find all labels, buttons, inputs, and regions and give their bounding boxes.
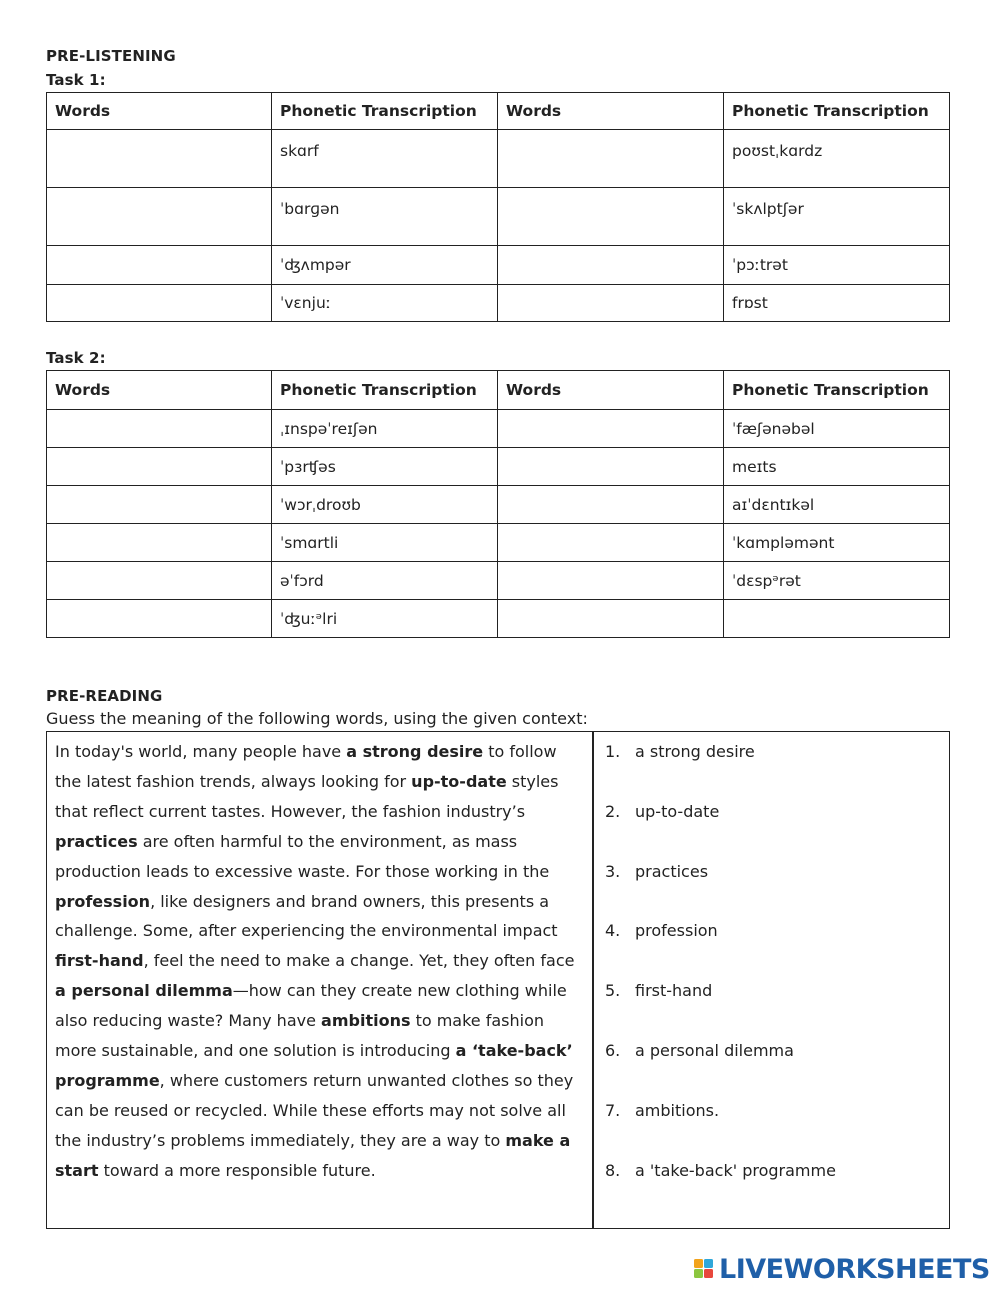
passage-text: —how can they create new clothing while also reducing waste? Many have — [55, 981, 567, 1031]
table-row — [47, 410, 950, 448]
phonetic-cell: ˈvɛnjuː — [272, 285, 498, 322]
word-answer-cell[interactable] — [498, 130, 724, 188]
passage-text: toward a more responsible future. — [98, 1160, 376, 1180]
column-divider — [592, 732, 594, 1228]
vocab-term: a personal dilemma — [635, 1040, 794, 1060]
word-answer-cell[interactable] — [498, 246, 724, 285]
vocab-term: practices — [635, 861, 709, 881]
word-answer-cell[interactable] — [47, 130, 272, 188]
item-number: 1. — [605, 742, 621, 761]
word-answer-cell[interactable] — [498, 188, 724, 246]
phonetic-cell: ˈbɑrɡən — [272, 188, 498, 246]
word-answer-cell[interactable] — [47, 600, 272, 638]
phonetic-cell: poʊstˌkɑrdz — [724, 130, 950, 188]
phonetic-cell: ˈskʌlptʃər — [724, 188, 950, 246]
phonetic-cell: ˈkɑmpləmənt — [724, 524, 950, 562]
vocab-term: first-hand — [635, 981, 713, 1001]
reading-box — [46, 731, 950, 1229]
logo-text: LIVEWORKSHEETS — [719, 1253, 990, 1285]
table-row — [47, 188, 950, 246]
column-header: Words — [47, 93, 272, 130]
phonetic-cell: meɪts — [724, 448, 950, 486]
word-answer-cell[interactable] — [47, 188, 272, 246]
word-answer-cell[interactable] — [498, 524, 724, 562]
key-term: a personal dilemma — [55, 981, 233, 1001]
column-header: Phonetic Transcription — [724, 371, 950, 410]
pre-listening-heading: PRE-LISTENING — [46, 47, 176, 65]
list-item — [605, 857, 935, 917]
phonetic-cell: ˈwɔrˌdroʊb — [272, 486, 498, 524]
key-term: up-to-date — [411, 771, 507, 791]
passage-text: to follow the latest fashion trends, always looking for — [55, 742, 557, 791]
task2-label: Task 2: — [46, 349, 106, 367]
list-item — [605, 1156, 935, 1216]
item-number: 8. — [605, 1160, 621, 1180]
word-answer-cell[interactable] — [498, 562, 724, 600]
item-number: 4. — [605, 921, 621, 941]
column-header: Words — [47, 371, 272, 410]
passage-text: are often harmful to the environment, as mass production leads to excessive waste. For those working in the — [55, 831, 550, 881]
list-item — [605, 737, 935, 797]
table-row — [47, 285, 950, 322]
column-header: Phonetic Transcription — [724, 93, 950, 130]
item-number: 2. — [605, 801, 621, 821]
passage-text: , like designers and brand owners, this presents a challenge. Some, after experiencing the environmental impact — [55, 891, 558, 941]
passage-text: styles that reflect current tastes. However, the fashion industry’s — [55, 771, 559, 821]
word-answer-cell[interactable] — [47, 410, 272, 448]
item-number: 7. — [605, 1100, 621, 1120]
phonetic-cell: ˈpɔːtrət — [724, 246, 950, 285]
key-term: a strong desire — [346, 742, 484, 761]
phonetic-cell: ˈʤuːᵊlri — [272, 600, 498, 638]
task1-label: Task 1: — [46, 71, 106, 89]
task2-header-row — [47, 371, 950, 410]
passage-text: , where customers return unwanted clothes so they can be reused or recycled. While these efforts may not solve all the industry’s problems immediately, they are a way to — [55, 1070, 574, 1150]
key-term: first-hand — [55, 951, 144, 971]
vocab-term: a strong desire — [635, 742, 755, 761]
vocabulary-list — [605, 737, 935, 1215]
passage-text: In today's world, many people have — [55, 742, 347, 761]
key-term: a ‘take-back’ programme — [55, 1041, 573, 1090]
key-term: practices — [55, 831, 138, 851]
phonetic-cell: frɒst — [724, 285, 950, 322]
word-answer-cell[interactable] — [47, 448, 272, 486]
phonetic-cell: ˈʤʌmpər — [272, 246, 498, 285]
column-header: Words — [498, 93, 724, 130]
word-answer-cell[interactable] — [498, 448, 724, 486]
item-number: 3. — [605, 861, 621, 881]
list-item — [605, 916, 935, 976]
task1-header-row — [47, 93, 950, 130]
table-row — [47, 246, 950, 285]
word-answer-cell[interactable] — [47, 246, 272, 285]
word-answer-cell[interactable] — [498, 486, 724, 524]
key-term: profession — [55, 891, 151, 911]
passage-text: to make fashion more sustainable, and one solution is introducing — [55, 1011, 545, 1061]
phonetic-cell: ˌɪnspəˈreɪʃən — [272, 410, 498, 448]
phonetic-cell: ˈdɛspᵊrət — [724, 562, 950, 600]
pre-reading-instruction: Guess the meaning of the following words, using the given context: — [46, 709, 588, 728]
word-answer-cell[interactable] — [498, 410, 724, 448]
table-row — [47, 524, 950, 562]
word-answer-cell[interactable] — [498, 600, 724, 638]
table-row — [47, 600, 950, 638]
task1-table — [46, 92, 950, 322]
word-answer-cell[interactable] — [47, 524, 272, 562]
phonetic-cell: ˈsmɑrtli — [272, 524, 498, 562]
vocab-term: a 'take-back' programme — [635, 1160, 836, 1180]
passage-text: , feel the need to make a change. Yet, they often face — [143, 951, 575, 971]
list-item — [605, 1096, 935, 1156]
column-header: Phonetic Transcription — [272, 371, 498, 410]
table-row — [47, 486, 950, 524]
phonetic-cell: ˈpɜrʧəs — [272, 448, 498, 486]
word-answer-cell[interactable] — [47, 562, 272, 600]
vocab-term: ambitions. — [635, 1100, 720, 1120]
item-number: 5. — [605, 981, 621, 1001]
liveworksheets-logo[interactable] — [693, 1252, 990, 1286]
item-number: 6. — [605, 1040, 621, 1060]
phonetic-cell: əˈfɔrd — [272, 562, 498, 600]
column-header: Phonetic Transcription — [272, 93, 498, 130]
phonetic-cell — [724, 600, 950, 638]
table-row — [47, 562, 950, 600]
key-term: make a start — [55, 1130, 571, 1180]
list-item — [605, 1036, 935, 1096]
list-item — [605, 976, 935, 1036]
key-term: ambitions — [321, 1011, 411, 1031]
word-answer-cell[interactable] — [498, 285, 724, 322]
reading-passage — [55, 737, 585, 1186]
table-row — [47, 130, 950, 188]
phonetic-cell: skɑrf — [272, 130, 498, 188]
vocab-term: profession — [635, 921, 718, 941]
list-item — [605, 797, 935, 857]
table-row — [47, 448, 950, 486]
word-answer-cell[interactable] — [47, 285, 272, 322]
vocab-term: up-to-date — [635, 801, 720, 821]
phonetic-cell: aɪˈdɛntɪkəl — [724, 486, 950, 524]
task2-table — [46, 370, 950, 638]
liveworksheets-logo-icon — [693, 1254, 715, 1284]
phonetic-cell: ˈfæʃənəbəl — [724, 410, 950, 448]
word-answer-cell[interactable] — [47, 486, 272, 524]
column-header: Words — [498, 371, 724, 410]
pre-reading-heading: PRE-READING — [46, 687, 163, 705]
